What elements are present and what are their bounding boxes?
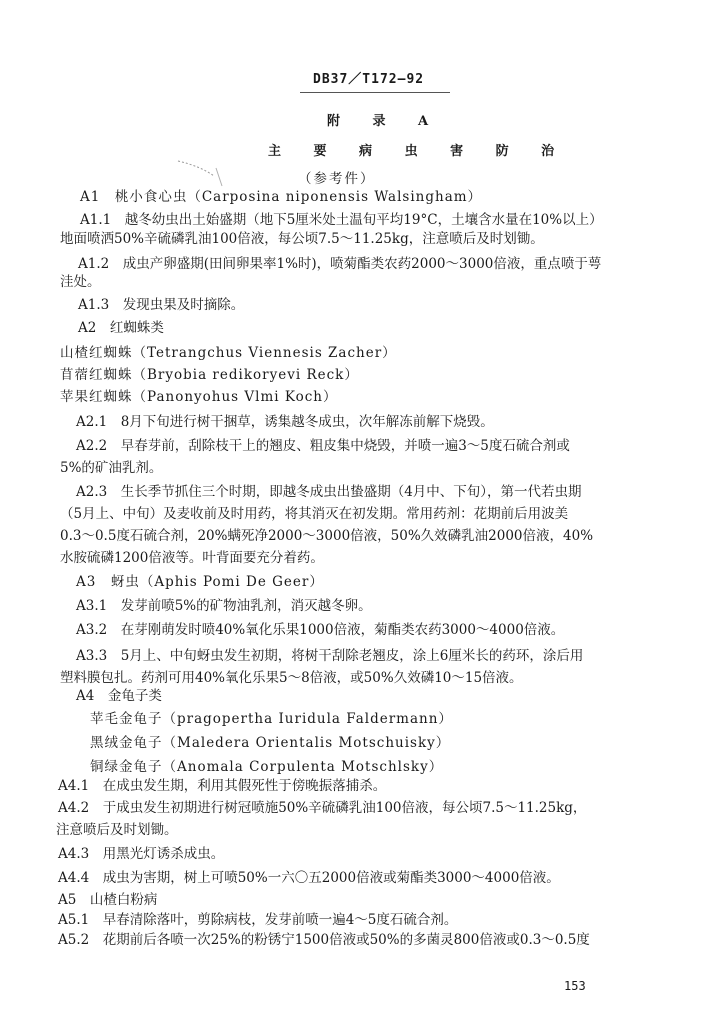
section-a4-heading: A4 金龟子类 [76,688,162,704]
section-a1-heading: A1 桃小食心虫（Carposina niponensis Walsingham） [80,189,483,205]
paragraph-a2-1: A2.1 8月下旬进行树干捆草，诱集越冬成虫，次年解冻前解下烧毁。 [76,414,494,430]
paragraph-a3-2: A3.2 在芽刚萌发时喷40%氧化乐果1000倍液，菊酯类农药3000～4000倍液。 [76,622,565,638]
species-hawthorn-spider-mite: 山楂红蜘蛛（Tetrangchus Viennesis Zacher） [60,345,397,361]
paragraph-a1-1: A1.1 越冬幼虫出土始盛期（地下5厘米处土温旬平均19°C，土壤含水量在10%以上） [80,212,603,228]
paragraph-a1-2: A1.2 成虫产卵盛期(田间卵果率1%时)，喷菊酯类农药2000～3000倍液，重点喷于萼 [78,256,602,272]
species-apple-hairy-chafer: 苹毛金龟子（pragopertha Iuridula Faldermann） [90,711,453,727]
page-number: 153 [564,979,586,993]
paragraph-a4-1: A4.1 在成虫发生期，利用其假死性于傍晚振落捕杀。 [58,778,387,794]
paragraph-a2-3-cont1: （5月上、中旬）及麦收前及时用药，将其消灭在初发期。常用药剂：花期前后用波美 [60,506,569,522]
paragraph-a4-2: A4.2 于成虫发生初期进行树冠喷施50%辛硫磷乳油100倍液，每公顷7.5～11.25kg， [58,800,587,816]
paragraph-a1-1-cont: 地面喷洒50%辛硫磷乳油100倍液，每公顷7.5～11.25kg，注意喷后及时划锄。 [60,231,544,247]
paragraph-a2-2: A2.2 早春芽前，刮除枝干上的翘皮、粗皮集中烧毁，并喷一遍3～5度石硫合剂或 [76,438,570,454]
paragraph-a4-3: A4.3 用黑光灯诱杀成虫。 [58,846,225,862]
appendix-title: 主 要 病 虫 害 防 治 [268,144,569,159]
appendix-label: 附 录 A [327,114,443,129]
paragraph-a5-2: A5.2 花期前后各喷一次25%的粉锈宁1500倍液或50%的多菌灵800倍液或0.3～0.5度 [58,932,590,948]
paragraph-a5-1: A5.1 早春清除落叶，剪除病枝，发芽前喷一遍4～5度石硫合剂。 [58,912,458,928]
paragraph-a4-4: A4.4 成虫为害期，树上可喷50%一六〇五2000倍液或菊酯类3000～4000倍液。 [58,870,560,886]
species-copper-green-chafer: 铜绿金龟子（Anomala Corpulenta Motschlsky） [90,759,444,775]
paragraph-a2-2-cont: 5%的矿油乳剂。 [60,460,163,476]
document-header-code: DB37／T172—92 [313,72,425,87]
section-a2-heading: A2 红蜘蛛类 [78,320,164,336]
paragraph-a1-2-cont: 洼处。 [60,274,101,290]
appendix-note: （参考件） [298,171,376,187]
paragraph-a2-3: A2.3 生长季节抓住三个时期，即越冬成虫出蛰盛期（4月中、下旬），第一代若虫期 [76,484,582,500]
species-clover-mite: 苜蓿红蜘蛛（Bryobia redikoryevi Reck） [60,367,359,383]
species-black-velvet-chafer: 黑绒金龟子（Maledera Orientalis Motschuisky） [90,735,451,751]
paragraph-a3-1: A3.1 发芽前喷5%的矿物油乳剂，消灭越冬卵。 [76,598,372,614]
section-a3-heading: A3 蚜虫（Aphis Pomi De Geer） [76,574,324,590]
species-apple-red-mite: 苹果红蜘蛛（Panonyohus Vlmi Koch） [60,389,338,405]
paragraph-a2-3-cont2: 0.3～0.5度石硫合剂，20%螨死净2000～3000倍液，50%久效磷乳油2000倍液，40% [60,528,594,544]
paragraph-a1-3: A1.3 发现虫果及时摘除。 [78,297,245,313]
paragraph-a3-3: A3.3 5月上、中旬蚜虫发生初期，将树干刮除老翘皮，涂上6厘米长的药环，涂后用 [76,648,584,664]
paragraph-a3-3-cont: 塑料膜包扎。药剂可用40%氧化乐果5～8倍液，或50%久效磷10～15倍液。 [60,670,523,686]
header-rule [300,92,450,93]
section-a5-heading: A5 山楂白粉病 [58,892,158,908]
paragraph-a4-2-cont: 注意喷后及时划锄。 [56,822,178,838]
paragraph-a2-3-cont3: 水胺硫磷1200倍液等。叶背面要充分着药。 [60,550,324,566]
